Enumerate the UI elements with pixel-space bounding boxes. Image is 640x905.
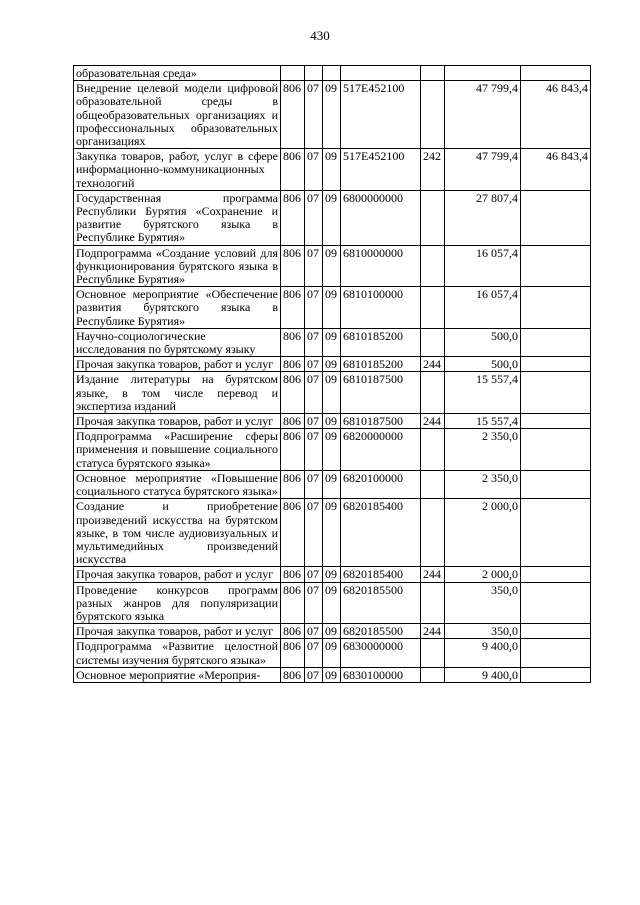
amount-cell-1: 2 000,0 xyxy=(445,567,521,582)
amount-cell-1: 9 400,0 xyxy=(445,667,521,682)
expense-type-code-cell: 244 xyxy=(421,357,445,372)
budget-table-body xyxy=(74,66,591,683)
target-article-code-cell: 6810000000 xyxy=(341,245,421,287)
table-row xyxy=(74,414,591,429)
section-code-cell: 07 xyxy=(305,149,323,191)
target-article-code-cell: 6810187500 xyxy=(341,414,421,429)
row-name-cell: Основное мероприятие «Мероприя- xyxy=(74,667,281,682)
grbs-code-cell: 806 xyxy=(281,190,305,245)
subsection-code-cell: 09 xyxy=(323,639,341,667)
subsection-code-cell: 09 xyxy=(323,287,341,329)
subsection-code-cell: 09 xyxy=(323,328,341,356)
table-row xyxy=(74,245,591,287)
section-code-cell: 07 xyxy=(305,81,323,149)
table-row xyxy=(74,667,591,682)
target-article-code-cell: 6810100000 xyxy=(341,287,421,329)
row-name-cell: Внедрение целевой модели цифровой образовательной среды в общеобразовательных организациях и профессиональных образовательных организациях xyxy=(74,81,281,149)
table-row xyxy=(74,582,591,624)
amount-cell-2 xyxy=(521,357,591,372)
grbs-code-cell: 806 xyxy=(281,245,305,287)
table-row xyxy=(74,190,591,245)
amount-cell-2: 46 843,4 xyxy=(521,81,591,149)
subsection-code-cell: 09 xyxy=(323,429,341,471)
expense-type-code-cell: 242 xyxy=(421,149,445,191)
amount-cell-2 xyxy=(521,287,591,329)
target-article-code-cell: 6820185500 xyxy=(341,624,421,639)
expense-type-code-cell xyxy=(421,372,445,414)
section-code-cell: 07 xyxy=(305,357,323,372)
amount-cell-2 xyxy=(521,582,591,624)
target-article-code-cell: 6830100000 xyxy=(341,667,421,682)
table-row xyxy=(74,470,591,498)
subsection-code-cell: 09 xyxy=(323,357,341,372)
amount-cell-1: 350,0 xyxy=(445,582,521,624)
section-code-cell: 07 xyxy=(305,190,323,245)
target-article-code-cell: 517E452100 xyxy=(341,81,421,149)
amount-cell-2 xyxy=(521,624,591,639)
section-code-cell: 07 xyxy=(305,372,323,414)
target-article-code-cell: 517E452100 xyxy=(341,149,421,191)
row-name-cell: Подпрограмма «Создание условий для функционирования бурятского языка в Республике Бурятия» xyxy=(74,245,281,287)
row-name-cell: Подпрограмма «Расширение сферы применения и повышение социального статуса бурятского языка» xyxy=(74,429,281,471)
amount-cell-1: 16 057,4 xyxy=(445,245,521,287)
amount-cell-1: 47 799,4 xyxy=(445,81,521,149)
table-row xyxy=(74,66,591,81)
amount-cell-1: 2 350,0 xyxy=(445,429,521,471)
section-code-cell: 07 xyxy=(305,499,323,567)
amount-cell-2: 46 843,4 xyxy=(521,149,591,191)
grbs-code-cell: 806 xyxy=(281,149,305,191)
amount-cell-1: 2 000,0 xyxy=(445,499,521,567)
table-row xyxy=(74,357,591,372)
amount-cell-2 xyxy=(521,667,591,682)
row-name-cell: Прочая закупка товаров, работ и услуг xyxy=(74,357,281,372)
target-article-code-cell: 6820185400 xyxy=(341,499,421,567)
section-code-cell: 07 xyxy=(305,470,323,498)
expense-type-code-cell xyxy=(421,667,445,682)
expense-type-code-cell: 244 xyxy=(421,624,445,639)
expense-type-code-cell: 244 xyxy=(421,567,445,582)
row-name-cell: Основное мероприятие «Обеспечение развития бурятского языка в Республике Бурятия» xyxy=(74,287,281,329)
expense-type-code-cell xyxy=(421,429,445,471)
budget-table xyxy=(73,65,591,683)
expense-type-code-cell xyxy=(421,639,445,667)
target-article-code-cell: 6820185500 xyxy=(341,582,421,624)
row-name-cell: Закупка товаров, работ, услуг в сфере информационно-коммуникационных технологий xyxy=(74,149,281,191)
section-code-cell: 07 xyxy=(305,429,323,471)
grbs-code-cell: 806 xyxy=(281,639,305,667)
row-name-cell: Основное мероприятие «Повышение социального статуса бурятского языка» xyxy=(74,470,281,498)
amount-cell-2 xyxy=(521,499,591,567)
amount-cell-2 xyxy=(521,190,591,245)
amount-cell-1: 2 350,0 xyxy=(445,470,521,498)
grbs-code-cell: 806 xyxy=(281,470,305,498)
grbs-code-cell: 806 xyxy=(281,81,305,149)
table-row xyxy=(74,499,591,567)
amount-cell-1: 500,0 xyxy=(445,357,521,372)
grbs-code-cell xyxy=(281,66,305,81)
target-article-code-cell: 6830000000 xyxy=(341,639,421,667)
row-name-cell: Прочая закупка товаров, работ и услуг xyxy=(74,567,281,582)
amount-cell-2 xyxy=(521,245,591,287)
expense-type-code-cell xyxy=(421,287,445,329)
table-row xyxy=(74,372,591,414)
subsection-code-cell: 09 xyxy=(323,372,341,414)
section-code-cell: 07 xyxy=(305,624,323,639)
expense-type-code-cell xyxy=(421,66,445,81)
table-row xyxy=(74,567,591,582)
grbs-code-cell: 806 xyxy=(281,624,305,639)
section-code-cell: 07 xyxy=(305,245,323,287)
table-row xyxy=(74,624,591,639)
expense-type-code-cell xyxy=(421,328,445,356)
target-article-code-cell: 6810187500 xyxy=(341,372,421,414)
amount-cell-1: 9 400,0 xyxy=(445,639,521,667)
grbs-code-cell: 806 xyxy=(281,414,305,429)
amount-cell-2 xyxy=(521,66,591,81)
target-article-code-cell: 6820185400 xyxy=(341,567,421,582)
grbs-code-cell: 806 xyxy=(281,287,305,329)
subsection-code-cell: 09 xyxy=(323,190,341,245)
target-article-code-cell: 6820000000 xyxy=(341,429,421,471)
target-article-code-cell: 6810185200 xyxy=(341,357,421,372)
amount-cell-1: 500,0 xyxy=(445,328,521,356)
amount-cell-1: 15 557,4 xyxy=(445,414,521,429)
target-article-code-cell: 6820100000 xyxy=(341,470,421,498)
row-name-cell: Научно-социологические исследования по бурятскому языку xyxy=(74,328,281,356)
section-code-cell: 07 xyxy=(305,287,323,329)
grbs-code-cell: 806 xyxy=(281,372,305,414)
subsection-code-cell: 09 xyxy=(323,245,341,287)
table-row xyxy=(74,81,591,149)
subsection-code-cell: 09 xyxy=(323,582,341,624)
grbs-code-cell: 806 xyxy=(281,328,305,356)
expense-type-code-cell xyxy=(421,499,445,567)
amount-cell-1: 350,0 xyxy=(445,624,521,639)
row-name-cell: образовательная среда» xyxy=(74,66,281,81)
amount-cell-1: 27 807,4 xyxy=(445,190,521,245)
page-number: 430 xyxy=(310,28,330,43)
section-code-cell: 07 xyxy=(305,567,323,582)
table-row xyxy=(74,639,591,667)
section-code-cell: 07 xyxy=(305,582,323,624)
subsection-code-cell: 09 xyxy=(323,470,341,498)
amount-cell-2 xyxy=(521,414,591,429)
section-code-cell: 07 xyxy=(305,414,323,429)
expense-type-code-cell xyxy=(421,245,445,287)
expense-type-code-cell xyxy=(421,190,445,245)
amount-cell-1: 15 557,4 xyxy=(445,372,521,414)
grbs-code-cell: 806 xyxy=(281,667,305,682)
expense-type-code-cell xyxy=(421,81,445,149)
subsection-code-cell: 09 xyxy=(323,667,341,682)
expense-type-code-cell xyxy=(421,470,445,498)
amount-cell-2 xyxy=(521,372,591,414)
amount-cell-2 xyxy=(521,567,591,582)
grbs-code-cell: 806 xyxy=(281,567,305,582)
section-code-cell xyxy=(305,66,323,81)
subsection-code-cell: 09 xyxy=(323,567,341,582)
section-code-cell: 07 xyxy=(305,639,323,667)
row-name-cell: Прочая закупка товаров, работ и услуг xyxy=(74,414,281,429)
subsection-code-cell: 09 xyxy=(323,624,341,639)
amount-cell-1: 47 799,4 xyxy=(445,149,521,191)
amount-cell-2 xyxy=(521,429,591,471)
row-name-cell: Государственная программа Республики Бурятия «Сохранение и развитие бурятского языка в Республике Бурятия» xyxy=(74,190,281,245)
target-article-code-cell: 6800000000 xyxy=(341,190,421,245)
grbs-code-cell: 806 xyxy=(281,429,305,471)
amount-cell-1 xyxy=(445,66,521,81)
row-name-cell: Подпрограмма «Развитие целостной системы изучения бурятского языка» xyxy=(74,639,281,667)
table-row xyxy=(74,287,591,329)
row-name-cell: Издание литературы на бурятском языке, в том числе перевод и экспертиза изданий xyxy=(74,372,281,414)
section-code-cell: 07 xyxy=(305,328,323,356)
subsection-code-cell: 09 xyxy=(323,149,341,191)
subsection-code-cell: 09 xyxy=(323,81,341,149)
subsection-code-cell: 09 xyxy=(323,414,341,429)
expense-type-code-cell: 244 xyxy=(421,414,445,429)
grbs-code-cell: 806 xyxy=(281,582,305,624)
expense-type-code-cell xyxy=(421,582,445,624)
table-row xyxy=(74,328,591,356)
grbs-code-cell: 806 xyxy=(281,357,305,372)
row-name-cell: Прочая закупка товаров, работ и услуг xyxy=(74,624,281,639)
table-row xyxy=(74,149,591,191)
amount-cell-2 xyxy=(521,328,591,356)
amount-cell-1: 16 057,4 xyxy=(445,287,521,329)
row-name-cell: Проведение конкурсов программ разных жанров для популяризации бурятского языка xyxy=(74,582,281,624)
target-article-code-cell xyxy=(341,66,421,81)
table-row xyxy=(74,429,591,471)
grbs-code-cell: 806 xyxy=(281,499,305,567)
subsection-code-cell: 09 xyxy=(323,499,341,567)
amount-cell-2 xyxy=(521,470,591,498)
subsection-code-cell xyxy=(323,66,341,81)
section-code-cell: 07 xyxy=(305,667,323,682)
target-article-code-cell: 6810185200 xyxy=(341,328,421,356)
amount-cell-2 xyxy=(521,639,591,667)
row-name-cell: Создание и приобретение произведений искусства на бурятском языке, в том числе аудиовизуальных и мультимедийных произведений искусства xyxy=(74,499,281,567)
